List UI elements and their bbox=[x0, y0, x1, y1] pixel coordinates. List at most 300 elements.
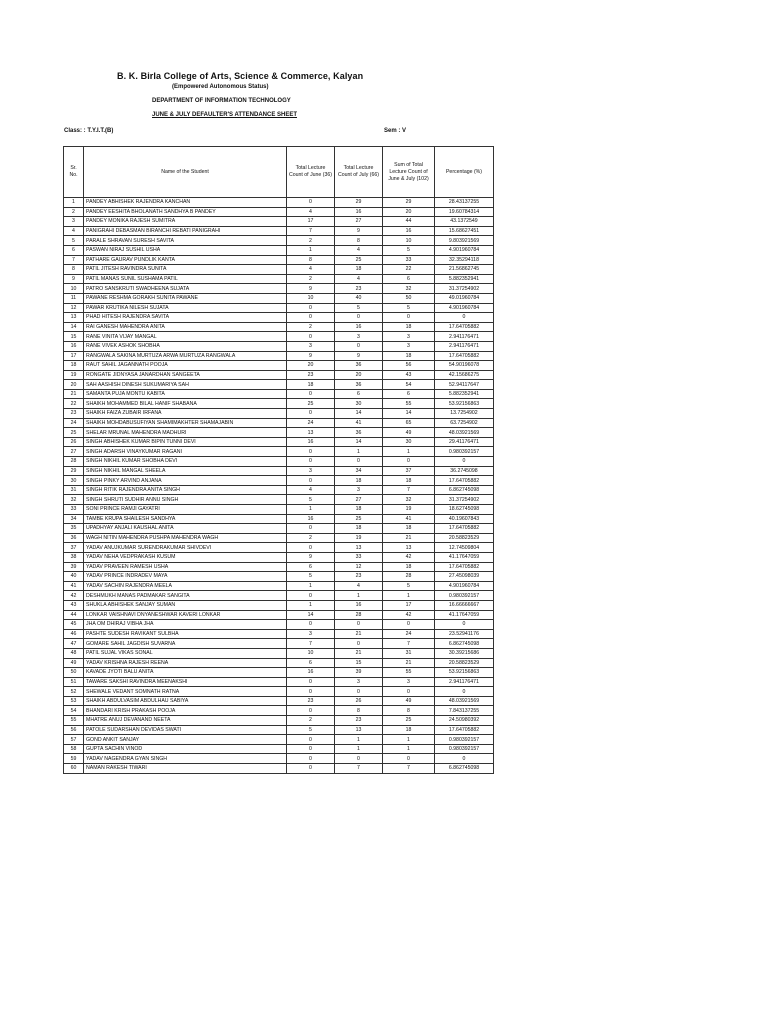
sum-count-cell: 18 bbox=[383, 322, 435, 332]
student-name-cell: SHAIKH MOHAMMED BILAL HANIF SHABANA bbox=[84, 399, 287, 409]
student-name-cell: SHAIKH MOHDABUSUFIYAN SHAMIMAKHTER SHAMAJABIN bbox=[84, 418, 287, 428]
july-count-cell: 40 bbox=[335, 293, 383, 303]
july-count-cell: 3 bbox=[335, 332, 383, 342]
table-row bbox=[64, 725, 494, 735]
table-row bbox=[64, 370, 494, 380]
sum-count-cell: 7 bbox=[383, 764, 435, 774]
june-count-cell: 0 bbox=[287, 409, 335, 419]
sr-no-cell: 20 bbox=[64, 380, 84, 390]
sum-count-cell: 18 bbox=[383, 476, 435, 486]
percentage-cell: 24.50980392 bbox=[435, 716, 494, 726]
table-row bbox=[64, 677, 494, 687]
sr-no-cell: 8 bbox=[64, 265, 84, 275]
july-count-cell: 36 bbox=[335, 428, 383, 438]
table-row bbox=[64, 668, 494, 678]
student-name-cell: YADAV SACHIN RAJENDRA MEELA bbox=[84, 581, 287, 591]
student-name-cell: YADAV KRISHNA RAJESH REENA bbox=[84, 658, 287, 668]
sr-no-cell: 59 bbox=[64, 754, 84, 764]
sum-count-cell: 18 bbox=[383, 725, 435, 735]
column-header-sr-no: Sr. No. bbox=[64, 147, 84, 198]
table-row bbox=[64, 764, 494, 774]
table-row bbox=[64, 322, 494, 332]
june-count-cell: 9 bbox=[287, 284, 335, 294]
percentage-cell: 43.1372549 bbox=[435, 217, 494, 227]
sr-no-cell: 15 bbox=[64, 332, 84, 342]
student-name-cell: SAH AASHISH DINESH SUKUMARIYA SAH bbox=[84, 380, 287, 390]
student-name-cell: PATIL SUJAL VIKAS SONAL bbox=[84, 648, 287, 658]
student-name-cell: SINGH ABHISHEK KUMAR BIPIN TUNNI DEVI bbox=[84, 437, 287, 447]
sr-no-cell: 40 bbox=[64, 572, 84, 582]
july-count-cell: 16 bbox=[335, 207, 383, 217]
table-row bbox=[64, 399, 494, 409]
student-name-cell: PATIL MANAS SUNIL SUSHAMA PATIL bbox=[84, 274, 287, 284]
july-count-cell: 0 bbox=[335, 754, 383, 764]
sum-count-cell: 44 bbox=[383, 217, 435, 227]
june-count-cell: 14 bbox=[287, 610, 335, 620]
column-header-july: Total Lecture Count of July (66) bbox=[335, 147, 383, 198]
student-name-cell: TAWARE SAKSHI RAVINDRA MEENAKSHI bbox=[84, 677, 287, 687]
student-name-cell: RANE VIVEK ASHOK SHOBHA bbox=[84, 341, 287, 351]
july-count-cell: 9 bbox=[335, 351, 383, 361]
june-count-cell: 18 bbox=[287, 380, 335, 390]
sum-count-cell: 6 bbox=[383, 389, 435, 399]
student-name-cell: SHAIKH ABDULVASIM ABDULHAU SABIYA bbox=[84, 696, 287, 706]
student-name-cell: BHANDARI KRISH PRAKASH POOJA bbox=[84, 706, 287, 716]
percentage-cell: 31.37254902 bbox=[435, 495, 494, 505]
june-count-cell: 2 bbox=[287, 533, 335, 543]
percentage-cell: 30.39215686 bbox=[435, 648, 494, 658]
sr-no-cell: 43 bbox=[64, 600, 84, 610]
sum-count-cell: 20 bbox=[383, 207, 435, 217]
percentage-cell: 28.43137255 bbox=[435, 198, 494, 208]
student-name-cell: YADAV NAGENDRA GYAN SINGH bbox=[84, 754, 287, 764]
june-count-cell: 0 bbox=[287, 744, 335, 754]
sum-count-cell: 7 bbox=[383, 485, 435, 495]
sr-no-cell: 41 bbox=[64, 581, 84, 591]
sum-count-cell: 32 bbox=[383, 284, 435, 294]
sum-count-cell: 0 bbox=[383, 687, 435, 697]
sum-count-cell: 1 bbox=[383, 447, 435, 457]
percentage-cell: 12.74509804 bbox=[435, 543, 494, 553]
table-row bbox=[64, 572, 494, 582]
july-count-cell: 1 bbox=[335, 591, 383, 601]
percentage-cell: 17.64705882 bbox=[435, 725, 494, 735]
student-name-cell: SINGH ADARSH VINAYKUMAR RAGANI bbox=[84, 447, 287, 457]
table-row bbox=[64, 505, 494, 515]
table-row bbox=[64, 552, 494, 562]
sum-count-cell: 18 bbox=[383, 562, 435, 572]
student-name-cell: SAMANTA PUJA MONTU KABITA bbox=[84, 389, 287, 399]
sr-no-cell: 33 bbox=[64, 505, 84, 515]
student-name-cell: YADAV NEHA VEDPRAKASH KUSUM bbox=[84, 552, 287, 562]
sum-count-cell: 14 bbox=[383, 409, 435, 419]
july-count-cell: 16 bbox=[335, 322, 383, 332]
june-count-cell: 25 bbox=[287, 399, 335, 409]
student-name-cell: SINGH PINKY ARVIND ANJANA bbox=[84, 476, 287, 486]
table-row bbox=[64, 226, 494, 236]
percentage-cell: 49.01960784 bbox=[435, 293, 494, 303]
sr-no-cell: 37 bbox=[64, 543, 84, 553]
sr-no-cell: 45 bbox=[64, 620, 84, 630]
percentage-cell: 0 bbox=[435, 620, 494, 630]
july-count-cell: 16 bbox=[335, 600, 383, 610]
sr-no-cell: 17 bbox=[64, 351, 84, 361]
table-row bbox=[64, 648, 494, 658]
student-name-cell: PAWANE RESHMA GORAKH SUNITA PAWANE bbox=[84, 293, 287, 303]
sr-no-cell: 7 bbox=[64, 255, 84, 265]
july-count-cell: 4 bbox=[335, 245, 383, 255]
sr-no-cell: 55 bbox=[64, 716, 84, 726]
sr-no-cell: 35 bbox=[64, 524, 84, 534]
sr-no-cell: 24 bbox=[64, 418, 84, 428]
sum-count-cell: 22 bbox=[383, 265, 435, 275]
table-row bbox=[64, 716, 494, 726]
june-count-cell: 23 bbox=[287, 370, 335, 380]
july-count-cell: 21 bbox=[335, 648, 383, 658]
july-count-cell: 0 bbox=[335, 639, 383, 649]
june-count-cell: 6 bbox=[287, 658, 335, 668]
july-count-cell: 0 bbox=[335, 313, 383, 323]
student-name-cell: PANDEY EESHITA BHOLANATH SANDHYA B PANDEY bbox=[84, 207, 287, 217]
student-name-cell: SHUKLA ABHISHEK SANJAY SUMAN bbox=[84, 600, 287, 610]
june-count-cell: 4 bbox=[287, 207, 335, 217]
july-count-cell: 8 bbox=[335, 236, 383, 246]
sum-count-cell: 19 bbox=[383, 505, 435, 515]
student-name-cell: GOND ANKIT SANJAY bbox=[84, 735, 287, 745]
sr-no-cell: 19 bbox=[64, 370, 84, 380]
percentage-cell: 17.64705882 bbox=[435, 476, 494, 486]
sum-count-cell: 18 bbox=[383, 524, 435, 534]
college-name: B. K. Birla College of Arts, Science & Commerce, Kalyan bbox=[117, 71, 364, 81]
june-count-cell: 0 bbox=[287, 524, 335, 534]
sr-no-cell: 34 bbox=[64, 514, 84, 524]
percentage-cell: 6.862745098 bbox=[435, 639, 494, 649]
sr-no-cell: 46 bbox=[64, 629, 84, 639]
sr-no-cell: 9 bbox=[64, 274, 84, 284]
student-name-cell: JHA OM DHIRAJ VIBHA JHA bbox=[84, 620, 287, 630]
percentage-cell: 42.15686275 bbox=[435, 370, 494, 380]
june-count-cell: 0 bbox=[287, 457, 335, 467]
percentage-cell: 5.882352941 bbox=[435, 389, 494, 399]
sum-count-cell: 54 bbox=[383, 380, 435, 390]
percentage-cell: 21.56862745 bbox=[435, 265, 494, 275]
sum-count-cell: 0 bbox=[383, 620, 435, 630]
june-count-cell: 4 bbox=[287, 265, 335, 275]
sum-count-cell: 30 bbox=[383, 437, 435, 447]
student-name-cell: WAGH NITIN MAHENDRA PUSHPA MAHENDRA WAGH bbox=[84, 533, 287, 543]
percentage-cell: 15.68627451 bbox=[435, 226, 494, 236]
sr-no-cell: 25 bbox=[64, 428, 84, 438]
percentage-cell: 0 bbox=[435, 457, 494, 467]
percentage-cell: 4.901960784 bbox=[435, 303, 494, 313]
june-count-cell: 0 bbox=[287, 303, 335, 313]
july-count-cell: 28 bbox=[335, 610, 383, 620]
june-count-cell: 3 bbox=[287, 341, 335, 351]
sum-count-cell: 49 bbox=[383, 696, 435, 706]
sr-no-cell: 27 bbox=[64, 447, 84, 457]
percentage-cell: 17.64705882 bbox=[435, 322, 494, 332]
july-count-cell: 18 bbox=[335, 476, 383, 486]
table-row bbox=[64, 466, 494, 476]
percentage-cell: 31.37254902 bbox=[435, 284, 494, 294]
sum-count-cell: 55 bbox=[383, 668, 435, 678]
sum-count-cell: 0 bbox=[383, 754, 435, 764]
july-count-cell: 4 bbox=[335, 581, 383, 591]
student-name-cell: DESHMUKH MANAS PADMAKAR SANGITA bbox=[84, 591, 287, 601]
table-row bbox=[64, 639, 494, 649]
july-count-cell: 21 bbox=[335, 629, 383, 639]
sum-count-cell: 55 bbox=[383, 399, 435, 409]
july-count-cell: 5 bbox=[335, 303, 383, 313]
june-count-cell: 3 bbox=[287, 629, 335, 639]
july-count-cell: 7 bbox=[335, 764, 383, 774]
july-count-cell: 1 bbox=[335, 447, 383, 457]
sum-count-cell: 10 bbox=[383, 236, 435, 246]
sum-count-cell: 8 bbox=[383, 706, 435, 716]
percentage-cell: 2.941176471 bbox=[435, 341, 494, 351]
sr-no-cell: 32 bbox=[64, 495, 84, 505]
student-name-cell: PASWAN NIRAJ SUSHIL USHA bbox=[84, 245, 287, 255]
sum-count-cell: 28 bbox=[383, 572, 435, 582]
sr-no-cell: 47 bbox=[64, 639, 84, 649]
july-count-cell: 34 bbox=[335, 466, 383, 476]
sum-count-cell: 21 bbox=[383, 658, 435, 668]
table-row bbox=[64, 754, 494, 764]
sr-no-cell: 60 bbox=[64, 764, 84, 774]
percentage-cell: 13.7254902 bbox=[435, 409, 494, 419]
sr-no-cell: 49 bbox=[64, 658, 84, 668]
sr-no-cell: 26 bbox=[64, 437, 84, 447]
percentage-cell: 41.17647059 bbox=[435, 610, 494, 620]
student-name-cell: SINGH SHRUTI SUDHIR ANNU SINGH bbox=[84, 495, 287, 505]
june-count-cell: 13 bbox=[287, 428, 335, 438]
student-name-cell: RAI GANESH MAHENDRA ANITA bbox=[84, 322, 287, 332]
sr-no-cell: 42 bbox=[64, 591, 84, 601]
june-count-cell: 5 bbox=[287, 725, 335, 735]
june-count-cell: 3 bbox=[287, 466, 335, 476]
july-count-cell: 41 bbox=[335, 418, 383, 428]
table-row bbox=[64, 293, 494, 303]
student-name-cell: YADAV ANUJKUMAR SURENDRAKUMAR SHIVDEVI bbox=[84, 543, 287, 553]
sr-no-cell: 36 bbox=[64, 533, 84, 543]
july-count-cell: 20 bbox=[335, 370, 383, 380]
student-name-cell: SHEWALE VEDANT SOMNATH RATNA bbox=[84, 687, 287, 697]
student-name-cell: PARALE SHRAVAN SURESH SAVITA bbox=[84, 236, 287, 246]
student-name-cell: NAMAN RAKESH TIWARI bbox=[84, 764, 287, 774]
sr-no-cell: 50 bbox=[64, 668, 84, 678]
percentage-cell: 17.64705882 bbox=[435, 351, 494, 361]
student-name-cell: PANDEY ABHISHEK RAJENDRA KANCHAN bbox=[84, 198, 287, 208]
table-row bbox=[64, 351, 494, 361]
sr-no-cell: 1 bbox=[64, 198, 84, 208]
student-name-cell: UPADHYAY ANJALI KAUSHAL ANITA bbox=[84, 524, 287, 534]
sr-no-cell: 23 bbox=[64, 409, 84, 419]
student-name-cell: PASHTE SUDESH RAVIKANT SULBHA bbox=[84, 629, 287, 639]
sum-count-cell: 65 bbox=[383, 418, 435, 428]
percentage-cell: 6.862745098 bbox=[435, 485, 494, 495]
july-count-cell: 25 bbox=[335, 514, 383, 524]
percentage-cell: 4.901960784 bbox=[435, 245, 494, 255]
student-name-cell: PHAD HITESH RAJENDRA SAVITA bbox=[84, 313, 287, 323]
student-name-cell: RONGATE JIDNYASA JANARDHAN SANGEETA bbox=[84, 370, 287, 380]
july-count-cell: 14 bbox=[335, 437, 383, 447]
table-row bbox=[64, 658, 494, 668]
sr-no-cell: 51 bbox=[64, 677, 84, 687]
july-count-cell: 18 bbox=[335, 505, 383, 515]
student-name-cell: SINGH RITIK RAJENDRA ANITA SINGH bbox=[84, 485, 287, 495]
june-count-cell: 6 bbox=[287, 562, 335, 572]
sum-count-cell: 17 bbox=[383, 600, 435, 610]
sr-no-cell: 31 bbox=[64, 485, 84, 495]
table-row bbox=[64, 495, 494, 505]
june-count-cell: 24 bbox=[287, 418, 335, 428]
table-row bbox=[64, 447, 494, 457]
percentage-cell: 63.7254902 bbox=[435, 418, 494, 428]
sr-no-cell: 39 bbox=[64, 562, 84, 572]
sr-no-cell: 2 bbox=[64, 207, 84, 217]
percentage-cell: 20.58823529 bbox=[435, 533, 494, 543]
june-count-cell: 0 bbox=[287, 754, 335, 764]
june-count-cell: 5 bbox=[287, 495, 335, 505]
student-name-cell: PATRO SANSKRUTI SWADHEENA SUJATA bbox=[84, 284, 287, 294]
table-row bbox=[64, 428, 494, 438]
sr-no-cell: 29 bbox=[64, 466, 84, 476]
july-count-cell: 30 bbox=[335, 399, 383, 409]
july-count-cell: 19 bbox=[335, 533, 383, 543]
june-count-cell: 20 bbox=[287, 361, 335, 371]
table-row bbox=[64, 437, 494, 447]
sr-no-cell: 14 bbox=[64, 322, 84, 332]
table-row bbox=[64, 524, 494, 534]
sr-no-cell: 53 bbox=[64, 696, 84, 706]
june-count-cell: 0 bbox=[287, 389, 335, 399]
percentage-cell: 52.94117647 bbox=[435, 380, 494, 390]
june-count-cell: 16 bbox=[287, 437, 335, 447]
table-row bbox=[64, 361, 494, 371]
table-row bbox=[64, 543, 494, 553]
table-row bbox=[64, 341, 494, 351]
june-count-cell: 7 bbox=[287, 639, 335, 649]
sheet-title: JUNE & JULY DEFAULTER'S ATTENDANCE SHEET bbox=[152, 112, 298, 118]
sr-no-cell: 57 bbox=[64, 735, 84, 745]
table-row bbox=[64, 620, 494, 630]
july-count-cell: 0 bbox=[335, 687, 383, 697]
table-row bbox=[64, 313, 494, 323]
july-count-cell: 36 bbox=[335, 361, 383, 371]
table-row bbox=[64, 735, 494, 745]
student-name-cell: PATIL JITESH RAVINDRA SUNITA bbox=[84, 265, 287, 275]
sum-count-cell: 5 bbox=[383, 245, 435, 255]
july-count-cell: 29 bbox=[335, 198, 383, 208]
july-count-cell: 23 bbox=[335, 572, 383, 582]
student-name-cell: PATOLE SUDARSHAN DEVIDAS SWATI bbox=[84, 725, 287, 735]
student-name-cell: SINGH NIKHIL MANGAL SHEELA bbox=[84, 466, 287, 476]
percentage-cell: 18.62745098 bbox=[435, 505, 494, 515]
table-row bbox=[64, 485, 494, 495]
sum-count-cell: 5 bbox=[383, 303, 435, 313]
june-count-cell: 0 bbox=[287, 735, 335, 745]
sum-count-cell: 50 bbox=[383, 293, 435, 303]
student-name-cell: SHAIKH FAIZA ZUBAIR IRFANA bbox=[84, 409, 287, 419]
july-count-cell: 3 bbox=[335, 485, 383, 495]
sum-count-cell: 1 bbox=[383, 744, 435, 754]
table-row bbox=[64, 207, 494, 217]
sr-no-cell: 5 bbox=[64, 236, 84, 246]
table-row bbox=[64, 245, 494, 255]
student-name-cell: SHELAR MRUNAL MAHENDRA MADHURI bbox=[84, 428, 287, 438]
june-count-cell: 0 bbox=[287, 198, 335, 208]
june-count-cell: 1 bbox=[287, 505, 335, 515]
sum-count-cell: 56 bbox=[383, 361, 435, 371]
sr-no-cell: 16 bbox=[64, 341, 84, 351]
table-row bbox=[64, 236, 494, 246]
june-count-cell: 16 bbox=[287, 514, 335, 524]
june-count-cell: 4 bbox=[287, 485, 335, 495]
june-count-cell: 0 bbox=[287, 591, 335, 601]
sum-count-cell: 43 bbox=[383, 370, 435, 380]
july-count-cell: 23 bbox=[335, 716, 383, 726]
table-row bbox=[64, 389, 494, 399]
table-row bbox=[64, 255, 494, 265]
table-row bbox=[64, 409, 494, 419]
percentage-cell: 23.52941176 bbox=[435, 629, 494, 639]
sum-count-cell: 37 bbox=[383, 466, 435, 476]
sr-no-cell: 56 bbox=[64, 725, 84, 735]
july-count-cell: 0 bbox=[335, 620, 383, 630]
table-row bbox=[64, 514, 494, 524]
june-count-cell: 0 bbox=[287, 706, 335, 716]
july-count-cell: 13 bbox=[335, 725, 383, 735]
column-header-percentage: Percentage (%) bbox=[435, 147, 494, 198]
july-count-cell: 18 bbox=[335, 265, 383, 275]
student-name-cell: KAVADE JYOTI BALU ANITA bbox=[84, 668, 287, 678]
student-name-cell: TAMBE KRUPA SHAILESH SANDHYA bbox=[84, 514, 287, 524]
class-label: Class: : T.Y.I.T.(B) bbox=[64, 128, 114, 134]
sr-no-cell: 48 bbox=[64, 648, 84, 658]
june-count-cell: 9 bbox=[287, 351, 335, 361]
semester-label: Sem : V bbox=[384, 128, 407, 134]
sr-no-cell: 13 bbox=[64, 313, 84, 323]
table-row bbox=[64, 629, 494, 639]
sr-no-cell: 30 bbox=[64, 476, 84, 486]
june-count-cell: 2 bbox=[287, 322, 335, 332]
percentage-cell: 48.03921569 bbox=[435, 696, 494, 706]
percentage-cell: 0.980392157 bbox=[435, 447, 494, 457]
sum-count-cell: 5 bbox=[383, 581, 435, 591]
percentage-cell: 0.980392157 bbox=[435, 744, 494, 754]
autonomous-status: (Empowered Autonomous Status) bbox=[172, 84, 269, 90]
sum-count-cell: 32 bbox=[383, 495, 435, 505]
july-count-cell: 25 bbox=[335, 255, 383, 265]
table-row bbox=[64, 533, 494, 543]
july-count-cell: 1 bbox=[335, 735, 383, 745]
sum-count-cell: 7 bbox=[383, 639, 435, 649]
sum-count-cell: 3 bbox=[383, 341, 435, 351]
sr-no-cell: 54 bbox=[64, 706, 84, 716]
student-name-cell: YADAV PRINCE INDRADEV MAYA bbox=[84, 572, 287, 582]
percentage-cell: 9.803921569 bbox=[435, 236, 494, 246]
july-count-cell: 13 bbox=[335, 543, 383, 553]
percentage-cell: 2.941176471 bbox=[435, 332, 494, 342]
column-header-sum: Sum of Total Lecture Count of June & July (102) bbox=[383, 147, 435, 198]
student-name-cell: MHATRE ANUJ DEVANAND NEETA bbox=[84, 716, 287, 726]
july-count-cell: 33 bbox=[335, 552, 383, 562]
june-count-cell: 0 bbox=[287, 313, 335, 323]
percentage-cell: 16.66666667 bbox=[435, 600, 494, 610]
june-count-cell: 10 bbox=[287, 293, 335, 303]
column-header-name: Name of the Student bbox=[84, 147, 287, 198]
table-row bbox=[64, 744, 494, 754]
